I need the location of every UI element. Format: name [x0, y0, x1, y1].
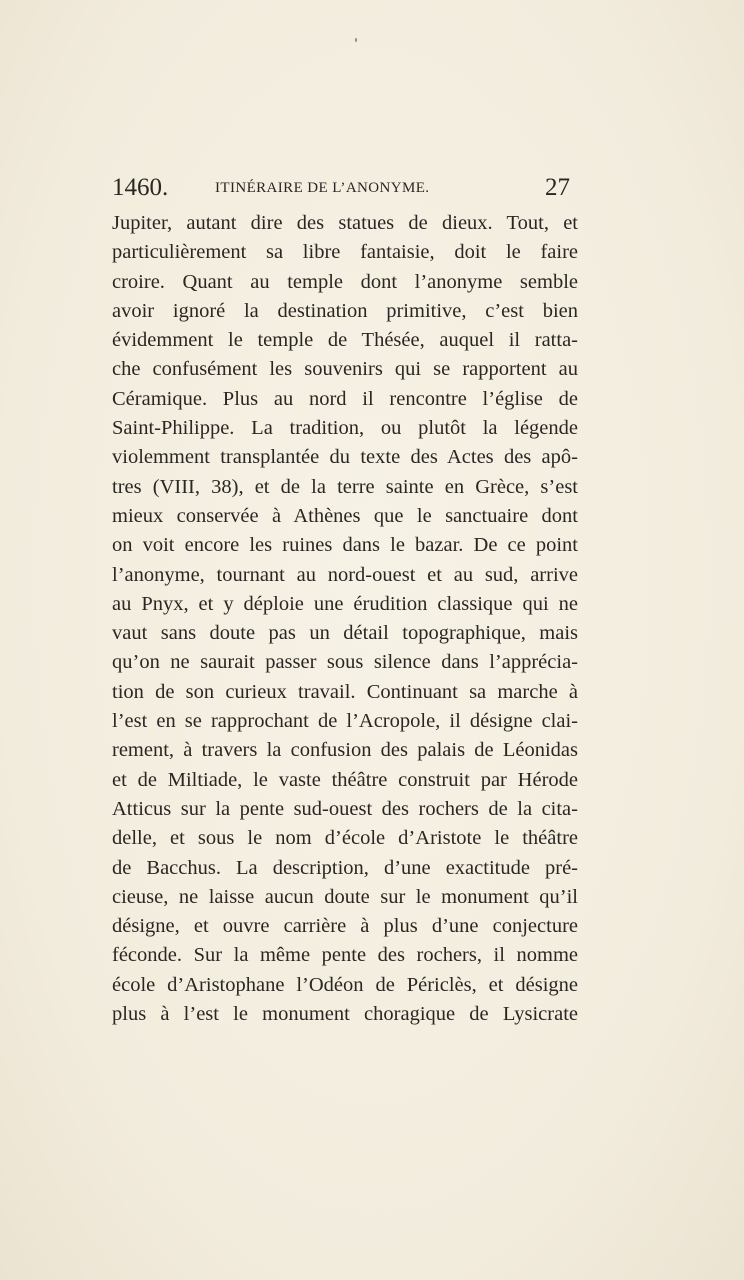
text-line: féconde. Sur la même pente des rochers, il nomme	[112, 944, 578, 967]
text-line: de Bacchus. La description, d’une exactitude pré-	[112, 856, 578, 879]
text-line: Céramique. Plus au nord il rencontre l’église de	[112, 387, 578, 410]
running-head-year: 1460.	[112, 174, 169, 201]
text-line: Atticus sur la pente sud-ouest des rochers de la cita-	[112, 797, 578, 820]
text-line: au Pnyx, et y déploie une érudition classique qui ne	[112, 592, 578, 615]
text-line: école d’Aristophane l’Odéon de Périclès, et désigne	[112, 973, 578, 996]
running-head	[112, 172, 570, 204]
text-line: l’est en se rapprochant de l’Acropole, il désigne clai-	[112, 710, 578, 733]
text-line: rement, à travers la confusion des palais de Léonidas	[112, 739, 578, 762]
paper-speck	[355, 38, 357, 42]
running-head-title: ITINÉRAIRE DE L’ANONYME.	[215, 180, 430, 196]
body-text	[112, 209, 578, 1029]
text-line: tres (VIII, 38), et de la terre sainte en Grèce, s’est	[112, 475, 578, 498]
text-line: évidemment le temple de Thésée, auquel il ratta-	[112, 329, 578, 352]
text-line: violemment transplantée du texte des Actes des apô-	[112, 446, 578, 469]
text-line: et de Miltiade, le vaste théâtre construit par Hérode	[112, 768, 578, 791]
text-line: vaut sans doute pas un détail topographique, mais	[112, 622, 578, 645]
page-number: 27	[545, 174, 570, 201]
text-line: cieuse, ne laisse aucun doute sur le monument qu’il	[112, 885, 578, 908]
text-line: Jupiter, autant dire des statues de dieux. Tout, et	[112, 212, 578, 234]
text-line: mieux conservée à Athènes que le sanctuaire dont	[112, 504, 578, 527]
text-line: tion de son curieux travail. Continuant sa marche à	[112, 680, 578, 703]
text-line: delle, et sous le nom d’école d’Aristote le théâtre	[112, 827, 578, 850]
text-line: l’anonyme, tournant au nord-ouest et au sud, arrive	[112, 563, 578, 586]
text-line: avoir ignoré la destination primitive, c’est bien	[112, 299, 578, 322]
text-line: croire. Quant au temple dont l’anonyme semble	[112, 270, 578, 293]
text-line: plus à l’est le monument choragique de Lysicrate	[112, 1003, 578, 1026]
text-line: Saint-Philippe. La tradition, ou plutôt la légende	[112, 417, 578, 440]
text-line: désigne, et ouvre carrière à plus d’une conjecture	[112, 915, 578, 938]
text-line: che confusément les souvenirs qui se rapportent au	[112, 358, 578, 381]
text-line: on voit encore les ruines dans le bazar. De ce point	[112, 534, 578, 557]
text-line: particulièrement sa libre fantaisie, doit le faire	[112, 241, 578, 264]
text-line: qu’on ne saurait passer sous silence dans l’apprécia-	[112, 651, 578, 674]
